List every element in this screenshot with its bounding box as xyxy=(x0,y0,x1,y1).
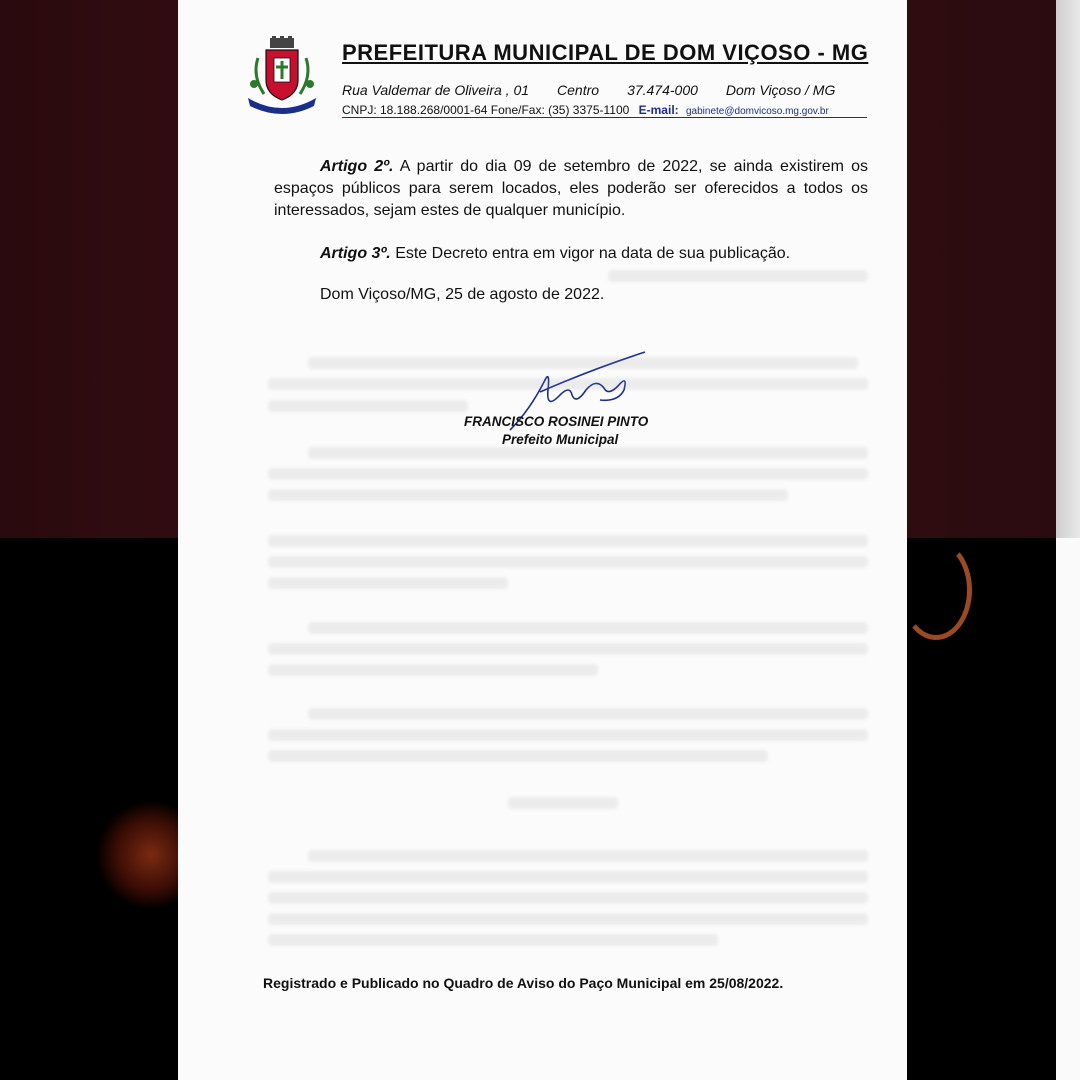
bleed-through-text xyxy=(268,535,868,547)
bleed-through-text xyxy=(508,797,618,809)
dateline: Dom Viçoso/MG, 25 de agosto de 2022. xyxy=(320,286,605,303)
publication-note: Registrado e Publicado no Quadro de Aviso do Paço Municipal em 25/08/2022. xyxy=(263,975,784,991)
bleed-through-text xyxy=(608,270,868,282)
bleed-through-text xyxy=(268,468,868,480)
article-2-text: A partir do dia 09 de setembro de 2022, se ainda existirem os espaços públicos para serem locados, eles poderão ser oferecidos a todos os interessados, sejam estes de qualquer município. xyxy=(274,158,869,219)
letterhead-contact xyxy=(342,103,829,117)
bleed-through-text xyxy=(308,447,868,459)
municipal-coat-of-arms-icon xyxy=(240,36,324,116)
address-zip: 37.474-000 xyxy=(627,82,698,98)
bleed-through-text xyxy=(268,913,868,925)
article-3-paragraph xyxy=(320,243,880,265)
bleed-through-text xyxy=(308,357,858,369)
bleed-through-text xyxy=(268,378,868,390)
bleed-through-text xyxy=(268,643,868,655)
article-3-text: Este Decreto entra em vigor na data de sua publicação. xyxy=(395,245,791,262)
bleed-through-text xyxy=(268,934,718,946)
background-glow xyxy=(900,540,972,640)
signatory-name: FRANCISCO ROSINEI PINTO xyxy=(464,414,649,429)
background-right-strip xyxy=(1056,0,1080,538)
background-right-edge xyxy=(1056,538,1080,1080)
bleed-through-text xyxy=(268,729,868,741)
bleed-through-text xyxy=(268,664,598,676)
email-label: E-mail: xyxy=(638,103,679,117)
bleed-through-text xyxy=(268,871,868,883)
letterhead-title: PREFEITURA MUNICIPAL DE DOM VIÇOSO - MG xyxy=(342,40,869,65)
address-city: Dom Viçoso / MG xyxy=(725,82,836,98)
article-2-label: Artigo 2º. xyxy=(320,158,394,175)
bleed-through-text xyxy=(268,556,868,568)
bleed-through-text xyxy=(268,489,788,501)
address-district: Centro xyxy=(557,82,600,98)
bleed-through-text xyxy=(308,708,868,720)
bleed-through-text xyxy=(308,622,868,634)
bleed-through-text xyxy=(308,850,868,862)
cnpj-phone: CNPJ: 18.188.268/0001-64 Fone/Fax: (35) 3375-1100 xyxy=(342,103,630,117)
letterhead-address xyxy=(342,82,863,98)
article-3-label: Artigo 3º. xyxy=(320,245,391,262)
document-page xyxy=(178,0,907,1080)
address-street: Rua Valdemar de Oliveira , 01 xyxy=(342,82,530,98)
bleed-through-text xyxy=(268,892,868,904)
bleed-through-text xyxy=(268,750,768,762)
bleed-through-text xyxy=(268,577,508,589)
email-link[interactable]: gabinete@domvicoso.mg.gov.br xyxy=(686,106,829,117)
bleed-through-text xyxy=(268,400,468,412)
letterhead-divider xyxy=(342,117,867,118)
article-2-paragraph xyxy=(274,156,868,222)
signatory-role: Prefeito Municipal xyxy=(502,432,619,447)
